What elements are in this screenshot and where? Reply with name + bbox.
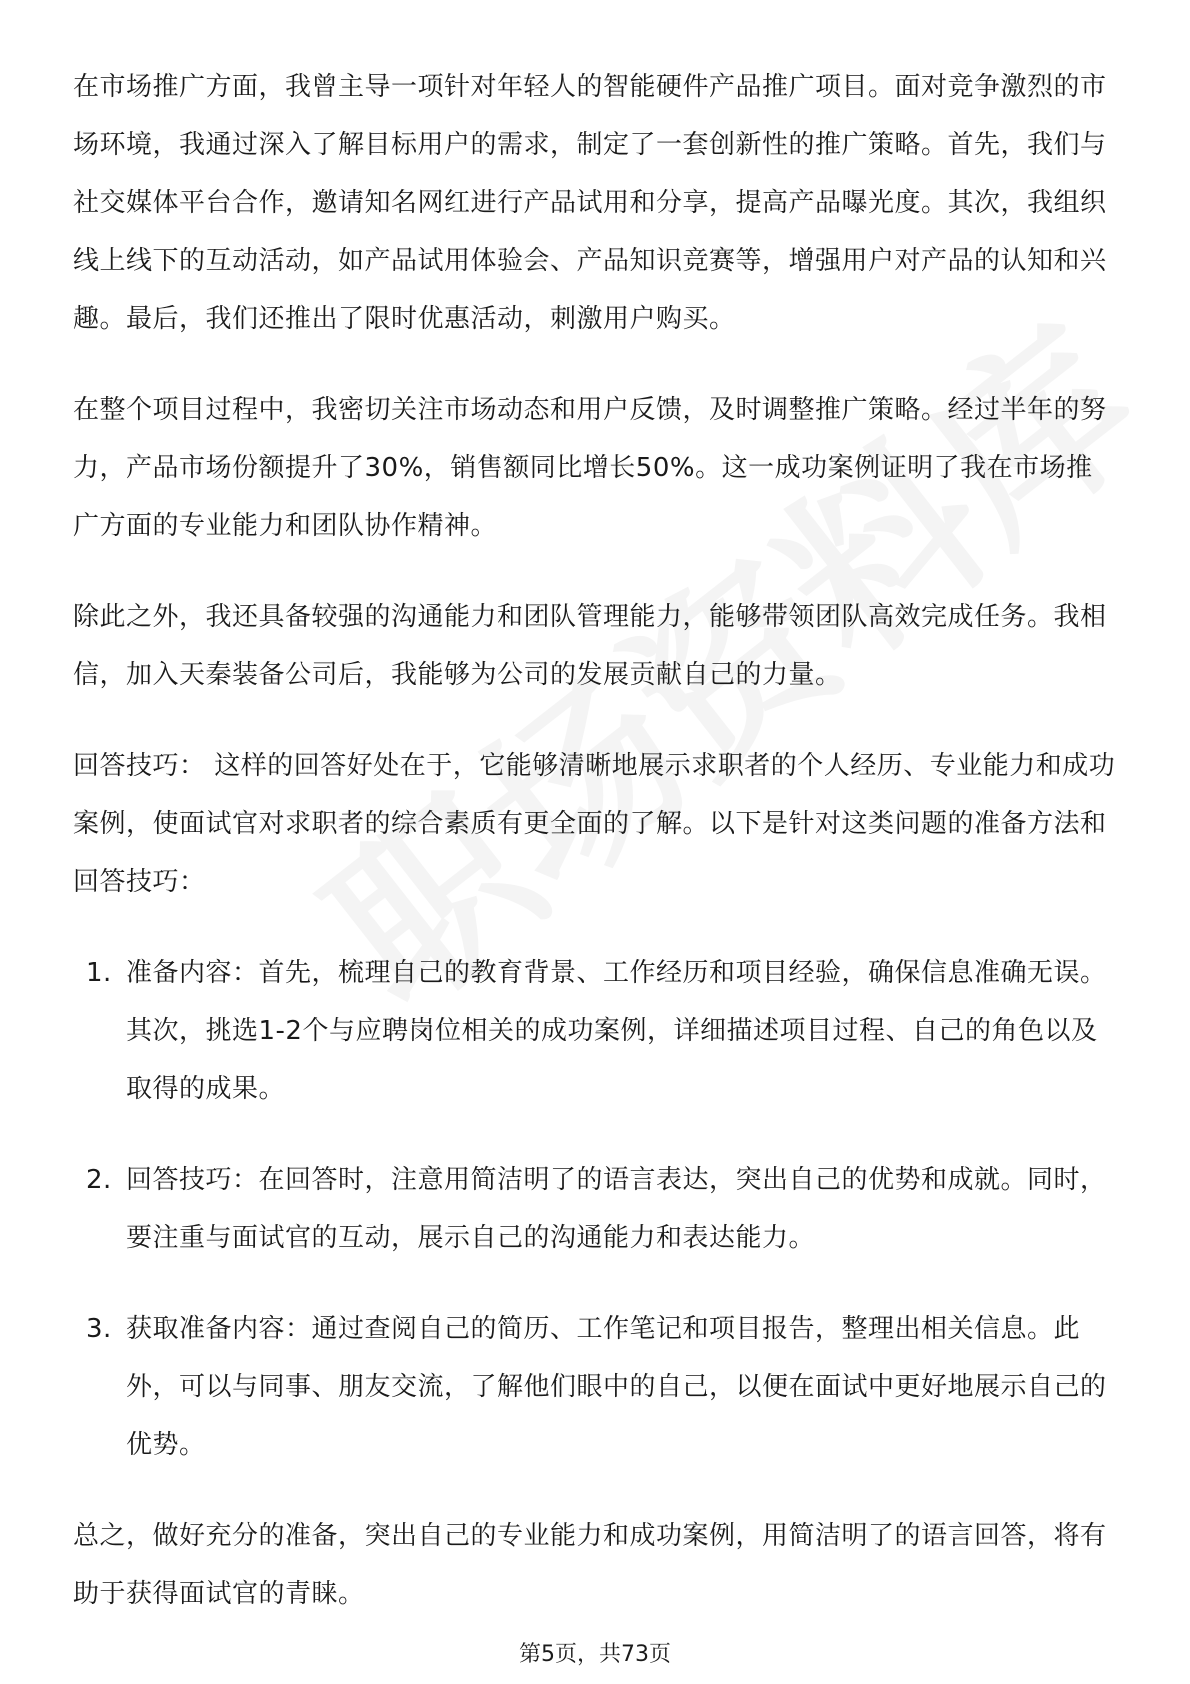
list-item-number: 3. xyxy=(86,1314,112,1344)
list-item xyxy=(73,944,1118,1118)
page-number: 第5页，共73页 xyxy=(519,1642,671,1667)
list-item-text: 回答技巧：在回答时，注意用简洁明了的语言表达，突出自己的优势和成就。同时，要注重与面试官的互动，展示自己的沟通能力和表达能力。 xyxy=(126,1165,1107,1253)
paragraph-answer-tips: 回答技巧： 这样的回答好处在于，它能够清晰地展示求职者的个人经历、专业能力和成功案例，使面试官对求职者的综合素质有更全面的了解。以下是针对这类问题的准备方法和回答技巧： xyxy=(73,751,1116,897)
paragraph-project-results: 在整个项目过程中，我密切关注市场动态和用户反馈，及时调整推广策略。经过半年的努力，产品市场份额提升了30%，销售额同比增长50%。这一成功案例证明了我在市场推广方面的专业能力和团队协作精神。 xyxy=(73,395,1107,541)
paragraph-conclusion: 总之，做好充分的准备，突出自己的专业能力和成功案例，用简洁明了的语言回答，将有助于获得面试官的青睐。 xyxy=(73,1521,1107,1609)
document-body xyxy=(73,58,1118,1656)
list-item-text: 获取准备内容：通过查阅自己的简历、工作笔记和项目报告，整理出相关信息。此外，可以与同事、朋友交流，了解他们眼中的自己，以便在面试中更好地展示自己的优势。 xyxy=(126,1314,1107,1460)
paragraph-additional-skills: 除此之外，我还具备较强的沟通能力和团队管理能力，能够带领团队高效完成任务。我相信，加入天秦装备公司后，我能够为公司的发展贡献自己的力量。 xyxy=(73,602,1107,690)
list-item xyxy=(73,1300,1118,1474)
list-item-number: 1. xyxy=(86,958,112,988)
tips-list xyxy=(73,944,1118,1474)
list-item xyxy=(73,1151,1118,1267)
paragraph-marketing-project: 在市场推广方面，我曾主导一项针对年轻人的智能硬件产品推广项目。面对竞争激烈的市场环境，我通过深入了解目标用户的需求，制定了一套创新性的推广策略。首先，我们与社交媒体平台合作，邀请知名网红进行产品试用和分享，提高产品曝光度。其次，我组织线上线下的互动活动，如产品试用体验会、产品知识竞赛等，增强用户对产品的认知和兴趣。最后，我们还推出了限时优惠活动，刺激用户购买。 xyxy=(73,72,1107,334)
list-item-text: 准备内容：首先，梳理自己的教育背景、工作经历和项目经验，确保信息准确无误。其次，挑选1-2个与应聘岗位相关的成功案例，详细描述项目过程、自己的角色以及取得的成果。 xyxy=(126,958,1107,1104)
list-item-number: 2. xyxy=(86,1165,112,1195)
